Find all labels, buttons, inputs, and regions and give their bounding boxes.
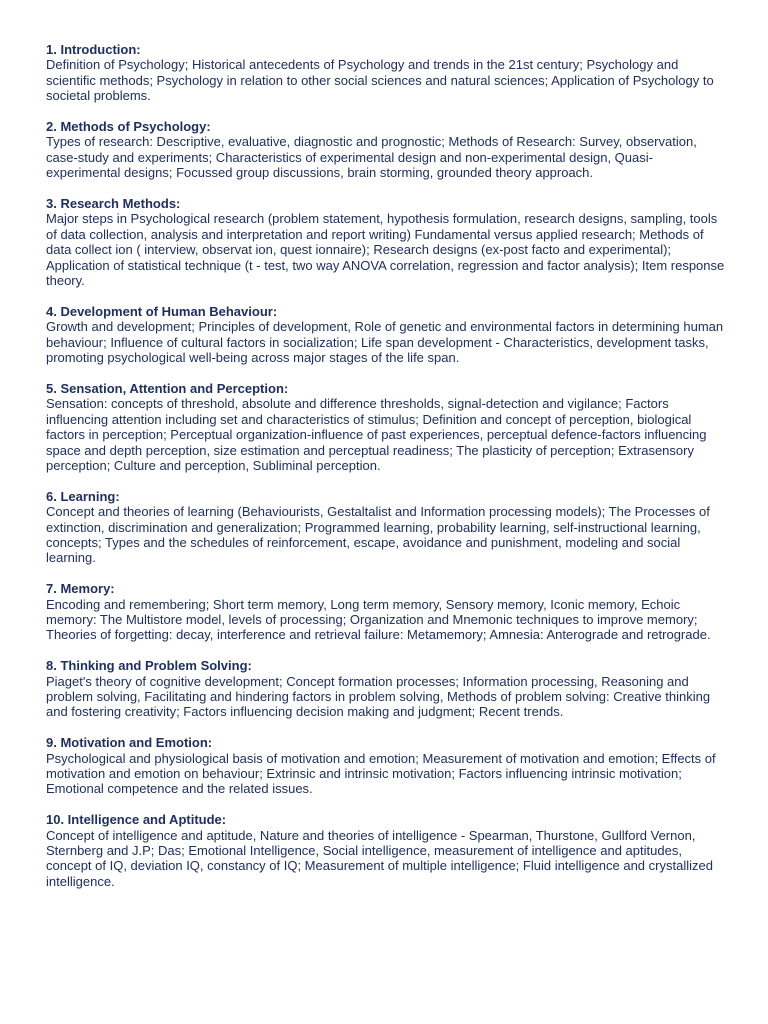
section-heading: 3. Research Methods:: [46, 196, 181, 212]
section-body: Sensation: concepts of threshold, absolute and difference thresholds, signal-detection and vigilance; Factors influencing attention including set and characteristics of stimulus; Definition and concept of perception, biological factors in perception; Perceptual organization-influence of past experiences, perceptual defence-factors influencing space and depth perception, size estimation and perceptual readiness; The plasticity of perception; Extrasensory perception; Culture and perception, Subliminal perception.: [46, 396, 707, 473]
section-heading: 6. Learning:: [46, 488, 120, 504]
section-heading: 2. Methods of Psychology:: [46, 119, 211, 135]
section-heading: 7. Memory:: [46, 581, 115, 597]
section-body: Definition of Psychology; Historical antecedents of Psychology and trends in the 21st century; Psychology and scientific methods; Psychology in relation to other social sciences and natural sciences; Application of Psychology to societal problems.: [46, 57, 714, 104]
section-introduction: [46, 42, 726, 104]
section-heading: 9. Motivation and Emotion:: [46, 735, 213, 751]
section-body: Major steps in Psychological research (problem statement, hypothesis formulation, research designs, sampling, tools of data collection, analysis and interpretation and report writing) Fundamental versus applied research; Methods of data collect ion ( interview, observat ion, quest ionnaire); Research designs (ex-post facto and experimental); Application of statistical technique (t - test, two way ANOVA correlation, regression and factor analysis); Item response theory.: [46, 211, 725, 289]
section-thinking-problem-solving: [46, 658, 726, 720]
section-heading: 10. Intelligence and Aptitude:: [46, 812, 227, 828]
section-development-of-human-behaviour: [46, 304, 726, 366]
section-heading: 5. Sensation, Attention and Perception:: [46, 380, 289, 396]
section-body: Piaget's theory of cognitive development; Concept formation processes; Information processing, Reasoning and problem solving, Facilitating and hindering factors in problem solving, Methods of problem solving: Creative thinking and fostering creativity; Factors influencing decision making and judgment; Recent trends.: [46, 673, 711, 720]
section-motivation-emotion: [46, 735, 726, 797]
section-heading: 8. Thinking and Problem Solving:: [46, 658, 252, 674]
section-research-methods: [46, 196, 726, 288]
section-body: Concept and theories of learning (Behaviourists, Gestaltalist and Information processing models); The Processes of extinction, discrimination and generalization; Programmed learning, probability learning, self-instructional learning, concepts; Types and the schedules of reinforcement, escape, avoidance and punishment, modeling and social learning.: [46, 504, 710, 566]
section-heading: 4. Development of Human Behaviour:: [46, 303, 278, 319]
section-body: Types of research: Descriptive, evaluative, diagnostic and prognostic; Methods of Research: Survey, observation, case-study and experiments; Characteristics of experimental design and non-experimental design, Quasi-experimental designs; Focussed group discussions, brain storming, grounded theory approach.: [46, 134, 697, 181]
section-memory: [46, 581, 726, 643]
section-body: Growth and development; Principles of development, Role of genetic and environmental factors in determining human behaviour; Influence of cultural factors in socialization; Life span development - Characteristics, development tasks, promoting psychological well-being across major stages of the life span.: [46, 319, 724, 366]
section-body: Concept of intelligence and aptitude, Nature and theories of intelligence - Spearman, Thurstone, Gullford Vernon, Sternberg and J.P; Das; Emotional Intelligence, Social intelligence, measurement of intelligence and aptitudes, concept of IQ, deviation IQ, constancy of IQ; Measurement of multiple intelligence; Fluid intelligence and crystallized intelligence.: [46, 827, 713, 889]
section-learning: [46, 489, 726, 566]
section-body: Encoding and remembering; Short term memory, Long term memory, Sensory memory, Iconic memory, Echoic memory: The Multistore model, levels of processing; Organization and Mnemonic techniques to improve memory; Theories of forgetting: decay, interference and retrieval failure: Metamemory; Amnesia: Anterograde and retrograde.: [46, 596, 711, 643]
section-methods-of-psychology: [46, 119, 726, 181]
document-page: [46, 42, 726, 905]
section-intelligence-aptitude: [46, 812, 726, 889]
section-heading: 1. Introduction:: [46, 42, 141, 57]
section-body: Psychological and physiological basis of motivation and emotion; Measurement of motivation and emotion; Effects of motivation and emotion on behaviour; Extrinsic and intrinsic motivation; Factors influencing intrinsic motivation; Emotional competence and the related issues.: [46, 750, 716, 797]
section-sensation-attention-perception: [46, 381, 726, 473]
